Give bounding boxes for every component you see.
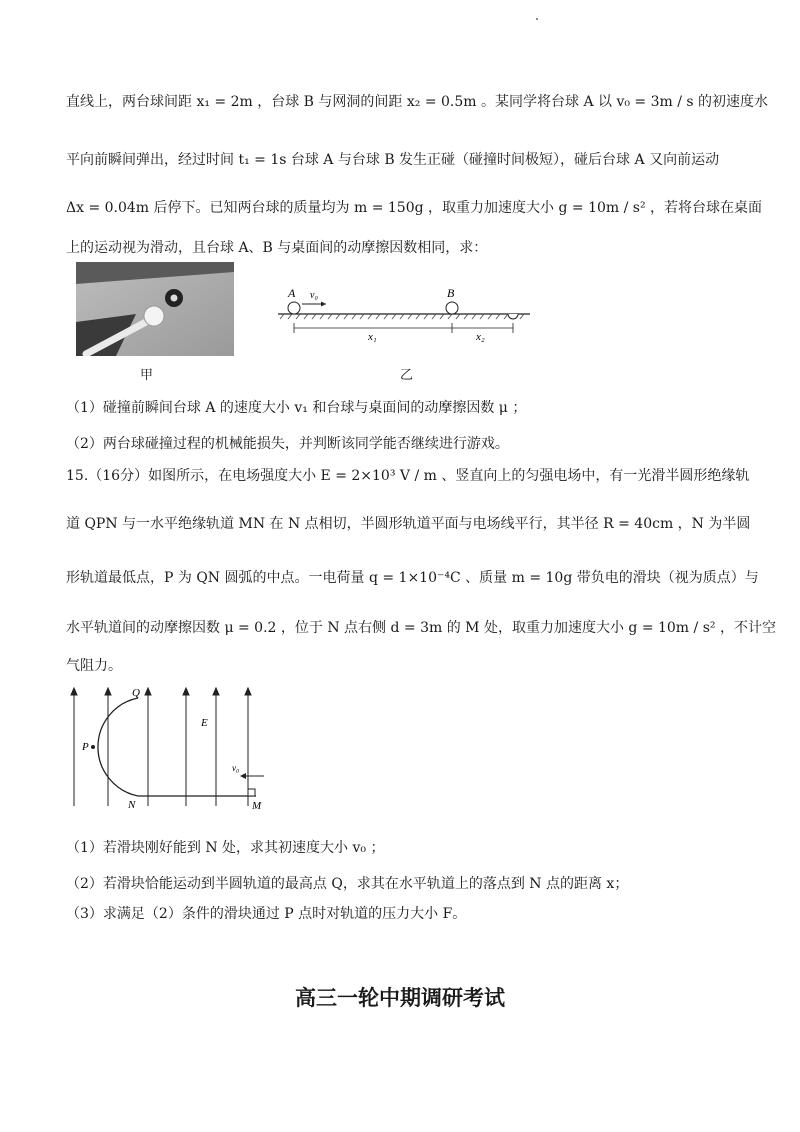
table-diagram (270, 284, 540, 344)
label-e: E (201, 717, 208, 729)
billiards-photo (76, 262, 234, 356)
p14-question-1: （1）碰撞前瞬间台球 A 的速度大小 v₁ 和台球与桌面间的动摩擦因数 μ ； (66, 400, 527, 416)
label-n: N (128, 799, 136, 811)
p15-line-2: 道 QPN 与一水平绝缘轨道 MN 在 N 点相切，半圆形轨道平面与电场线平行，其半径 R = 40cm ，N 为半圆 (66, 516, 751, 532)
label-x1: x₁ (368, 331, 377, 343)
p15-question-3: （3）求满足（2）条件的滑块通过 P 点时对轨道的压力大小 F。 (66, 906, 467, 922)
exam-title: 高三一轮中期调研考试 (295, 986, 505, 1010)
label-a: A (288, 286, 296, 300)
p15-line-4: 水平轨道间的动摩擦因数 μ = 0.2 ，位于 N 点右侧 d = 3m 的 M 处，取重力加速度大小 g = 10m / s² ，不计空 (66, 620, 776, 636)
label-q: Q (132, 687, 140, 699)
label-b: B (447, 286, 455, 300)
p14-question-2: （2）两台球碰撞过程的机械能损失，并判断该同学能否继续进行游戏。 (66, 436, 509, 452)
p14-line-1: 直线上，两台球间距 x₁ = 2m ，台球 B 与网洞的间距 x₂ = 0.5m 。某同学将台球 A 以 v₀ = 3m / s 的初速度水 (66, 94, 769, 110)
p15-line-3: 形轨道最低点，P 为 QN 圆弧的中点。一电荷量 q = 1×10⁻⁴C 、质量 m = 10g 带负电的滑块（视为质点）与 (66, 570, 759, 586)
p15-question-1: （1）若滑块刚好能到 N 处，求其初速度大小 v₀ ； (66, 840, 385, 856)
label-m: M (252, 800, 262, 812)
field-track-diagram (66, 684, 276, 814)
scan-speck (536, 18, 538, 20)
p14-line-4: 上的运动视为滑动，且台球 A、B 与桌面间的动摩擦因数相同，求： (66, 240, 488, 256)
label-v0: v₀ (310, 290, 318, 301)
p15-line-1: 15.（16分）如图所示，在电场强度大小 E = 2×10³ V / m 、竖直向上的匀强电场中，有一光滑半圆形绝缘轨 (66, 468, 750, 484)
p15-question-2: （2）若滑块恰能运动到半圆轨道的最高点 Q，求其在水平轨道上的落点到 N 点的距离 x； (66, 876, 629, 892)
label-v0-15: v₀ (232, 763, 240, 773)
p15-line-5: 气阻力。 (66, 658, 122, 674)
label-x2: x₂ (476, 331, 485, 343)
label-p: P (82, 741, 89, 753)
p14-line-3: Δx = 0.04m 后停下。已知两台球的质量均为 m = 150g ，取重力加速度大小 g = 10m / s² ，若将台球在桌面 (66, 200, 763, 216)
caption-yi: 乙 (400, 368, 414, 383)
caption-jia: 甲 (140, 368, 154, 383)
p14-line-2: 平向前瞬间弹出，经过时间 t₁ = 1s 台球 A 与台球 B 发生正碰（碰撞时间极短），碰后台球 A 又向前运动 (66, 152, 720, 168)
